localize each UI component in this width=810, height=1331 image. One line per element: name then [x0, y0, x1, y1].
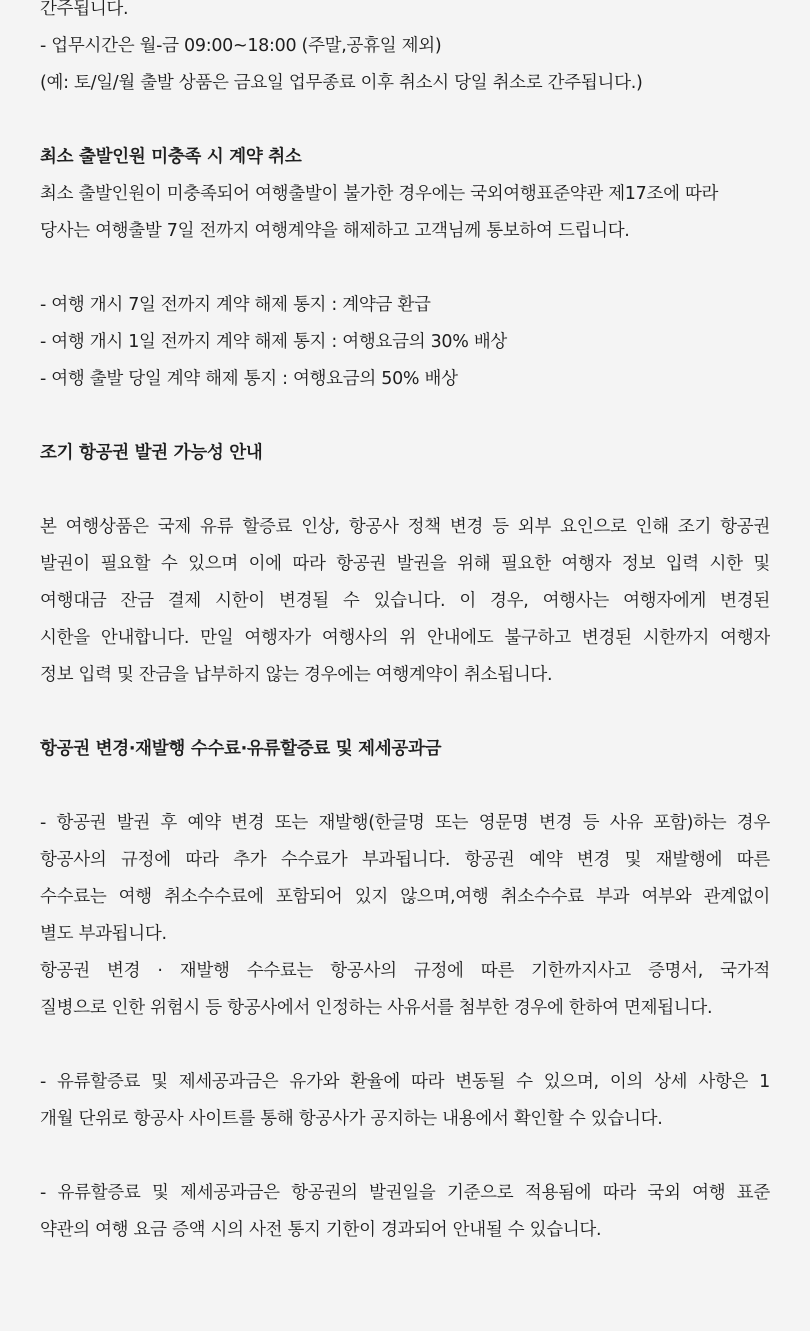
text-line: - 유류할증료 및 제세공과금은 유가와 환율에 따라 변동될 수 있으며, 이의 상세 사항은 1	[40, 1072, 770, 1092]
example-line: (예: 토/일/월 출발 상품은 금요일 업무종료 이후 취소시 당일 취소로 간주됩니다.)	[40, 73, 643, 93]
text-line: - 항공권 발권 후 예약 변경 또는 재발행(한글명 또는 영문명 변경 등 사유 포함)하는 경우	[40, 813, 770, 833]
text-line: 수수료는 여행 취소수수료에 포함되어 있지 않으며,여행 취소수수료 부과 여부와 관계없이	[40, 887, 770, 907]
spacer	[40, 1027, 770, 1064]
spacer	[40, 1138, 770, 1175]
text-line: 항공사의 규정에 따라 추가 수수료가 부과됩니다. 항공권 예약 변경 및 재발행에 따른	[40, 850, 770, 870]
text-line: 별도 부과됩니다.	[40, 924, 167, 944]
section-heading-ticket-change-fees: 항공권 변경·재발행 수수료·유류할증료 및 제세공과금	[40, 739, 442, 759]
text-line: 질병으로 인한 위험시 등 항공사에서 인정하는 사유서를 첨부한 경우에 한하여 면제됩니다.	[40, 998, 713, 1018]
refund-rule-line: - 여행 개시 7일 전까지 계약 해제 통지 : 계약금 환급	[40, 295, 431, 315]
text-line: 항공권 변경 · 재발행 수수료는 항공사의 규정에 따른 기한까지사고 증명서, 국가적	[40, 961, 770, 981]
refund-rule-line: - 여행 출발 당일 계약 해제 통지 : 여행요금의 50% 배상	[40, 369, 458, 389]
text-line: 약관의 여행 요금 증액 시의 사전 통지 기한이 경과되어 안내될 수 있습니다.	[40, 1220, 602, 1240]
section-heading-min-participants: 최소 출발인원 미충족 시 계약 취소	[40, 147, 302, 167]
text-line: 발권이 필요할 수 있으며 이에 따라 항공권 발권을 위해 필요한 여행자 정보 입력 시한 및	[40, 554, 770, 574]
text-line: 개월 단위로 항공사 사이트를 통해 항공사가 공지하는 내용에서 확인할 수 있습니다.	[40, 1109, 663, 1129]
spacer	[40, 250, 770, 287]
text-line: 여행대금 잔금 결제 시한이 변경될 수 있습니다. 이 경우, 여행사는 여행자에게 변경된	[40, 591, 770, 611]
text-line: 간주됩니다.	[40, 0, 129, 19]
spacer	[40, 694, 770, 731]
refund-rule-line: - 여행 개시 1일 전까지 계약 해제 통지 : 여행요금의 30% 배상	[40, 332, 508, 352]
spacer	[40, 768, 770, 805]
text-line: 시한을 안내합니다. 만일 여행자가 여행사의 위 안내에도 불구하고 변경된 시한까지 여행자	[40, 628, 770, 648]
business-hours-line: - 업무시간은 월-금 09:00~18:00 (주말,공휴일 제외)	[40, 36, 442, 56]
terms-content	[40, 0, 770, 1249]
spacer	[40, 398, 770, 435]
text-line: 당사는 여행출발 7일 전까지 여행계약을 해제하고 고객님께 통보하여 드립니다.	[40, 221, 630, 241]
text-line: - 유류할증료 및 제세공과금은 항공권의 발권일을 기준으로 적용됨에 따라 국외 여행 표준	[40, 1183, 770, 1203]
text-line: 본 여행상품은 국제 유류 할증료 인상, 항공사 정책 변경 등 외부 요인으로 인해 조기 항공권	[40, 517, 770, 537]
text-line: 최소 출발인원이 미충족되어 여행출발이 불가한 경우에는 국외여행표준약관 제17조에 따라	[40, 184, 719, 204]
spacer	[40, 102, 770, 139]
spacer	[40, 472, 770, 509]
text-line: 정보 입력 및 잔금을 납부하지 않는 경우에는 여행계약이 취소됩니다.	[40, 665, 553, 685]
section-heading-early-ticketing: 조기 항공권 발권 가능성 안내	[40, 443, 263, 463]
